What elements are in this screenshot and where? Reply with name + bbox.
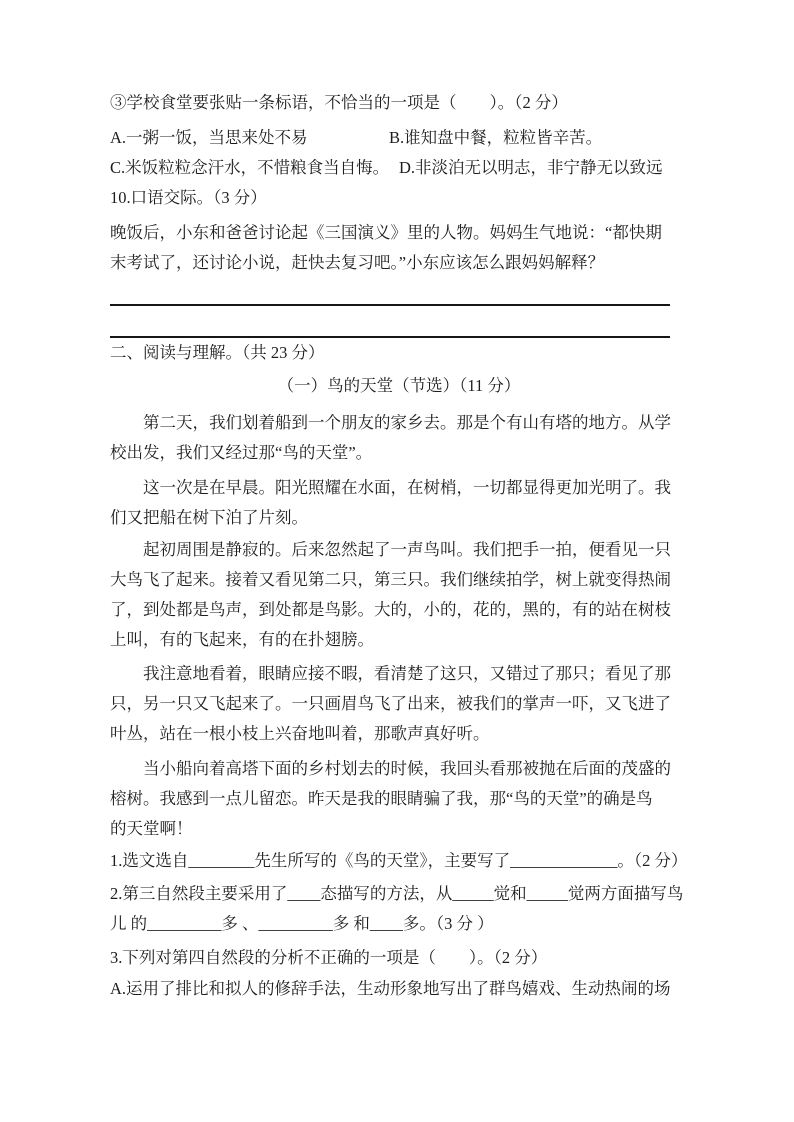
passage-line: 叶丛，站在一根小枝上兴奋地叫着，那歌声真好听。: [110, 724, 490, 743]
q10-body-line: 晚饭后，小东和爸爸讨论起《三国演义》里的人物。妈妈生气地说：“都快期: [110, 223, 662, 242]
question-3-stem: 3.下列对第四自然段的分析不正确的一项是（ ）。（2 分）: [110, 948, 548, 967]
passage-line: 起初周围是静寂的。后来忽然起了一声鸟叫。我们把手一拍，便看见一只: [143, 540, 671, 559]
q9-option-b: B.谁知盘中餐，粒粒皆辛苦。: [389, 128, 603, 147]
q10-title: 10.口语交际。（3 分）: [110, 188, 267, 207]
passage-line: 们又把船在树下泊了片刻。: [110, 508, 308, 527]
question-1: 1.选文选自________先生所写的《鸟的天堂》，主要写了_____________。（2 分）: [110, 851, 688, 870]
q9-option-d: D.非淡泊无以明志，非宁静无以致远: [399, 158, 663, 177]
passage-line: 只，另一只又飞起来了。一只画眉鸟飞了出来，被我们的掌声一吓，又飞进了: [110, 694, 671, 713]
question-2-line: 2.第三自然段主要采用了____态描写的方法，从_____觉和_____觉两方面描写鸟: [110, 884, 684, 903]
passage-line: 第二天，我们划着船到一个朋友的家乡去。那是个有山有塔的地方。从学: [143, 413, 671, 432]
passage-line: 校出发，我们又经过那“鸟的天堂”。: [110, 443, 373, 462]
passage-line: 了，到处都是鸟声，到处都是鸟影。大的，小的，花的，黑的，有的站在树枝: [110, 600, 671, 619]
q10-body-line: 末考试了，还讨论小说，赶快去复习吧。”小东应该怎么跟妈妈解释？: [110, 253, 605, 272]
passage-line: 当小船向着高塔下面的乡村划去的时候，我回头看那被抛在后面的茂盛的: [143, 759, 671, 778]
passage-line: 我注意地看着，眼睛应接不暇，看清楚了这只，又错过了那只；看见了那: [143, 664, 671, 683]
passage-line: 上叫，有的飞起来，有的在扑翅膀。: [110, 630, 374, 649]
q9-option-a: A.一粥一饭，当思来处不易: [110, 128, 308, 147]
q9-options-row-1: [110, 123, 688, 153]
passage-title: （一）鸟的天堂（节选）（11 分）: [277, 376, 521, 395]
question-3-option-a: A.运用了排比和拟人的修辞手法，生动形象地写出了群鸟嬉戏、生动热闹的场: [110, 979, 671, 998]
answer-line: [110, 304, 670, 306]
passage-line: 的天堂啊！: [110, 819, 193, 838]
q9-sub3-stem: ③学校食堂要张贴一条标语，不恰当的一项是（ ）。（2 分）: [110, 93, 568, 112]
passage-line: 大鸟飞了起来。接着又看见第二只，第三只。我们继续拍学，树上就变得热闹: [110, 570, 671, 589]
q9-option-c: C.米饭粒粒念汗水，不惜粮食当自悔。: [110, 158, 390, 177]
passage-line: 这一次是在早晨。阳光照耀在水面，在树梢，一切都显得更加光明了。我: [143, 478, 671, 497]
question-2-line: 儿 的_________多 、_________多 和____多。（3 分 ）: [110, 914, 494, 933]
q9-options-row-2: [110, 153, 688, 183]
passage-line: 榕树。我感到一点儿留恋。昨天是我的眼睛骗了我，那“鸟的天堂”的确是鸟: [110, 789, 653, 808]
section-heading: 二、阅读与理解。（共 23 分）: [110, 343, 325, 362]
